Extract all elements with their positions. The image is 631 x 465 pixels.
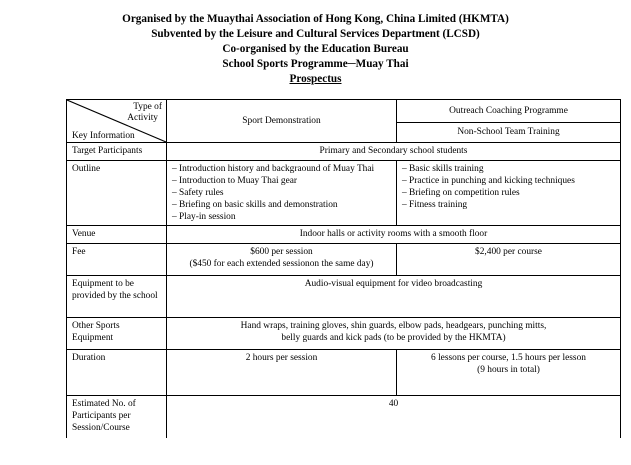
fee-label: Fee [67, 244, 167, 276]
outline-demo-cell [167, 161, 397, 226]
other-equipment-cell [167, 318, 621, 350]
key-information-label: Key Information [72, 131, 135, 141]
list-item: – Briefing on basic skills and demonstration [172, 199, 391, 211]
target-participants-value: Primary and Secondary school students [167, 143, 621, 161]
list-item: – Introduction to Muay Thai gear [172, 175, 391, 187]
duration-demo-value: 2 hours per session [167, 350, 397, 396]
participants-value: 40 [167, 396, 621, 438]
fee-demo-cell [167, 244, 397, 276]
prospectus-heading: Prospectus [289, 73, 342, 85]
organiser-line: Organised by the Muaythai Association of Hong Kong, China Limited (HKMTA) [122, 13, 509, 25]
table-corner-cell [67, 100, 167, 143]
co-organiser-line: Co-organised by the Education Bureau [222, 43, 409, 55]
equipment-school-label: Equipment to be provided by the school [67, 276, 167, 318]
participants-label: Estimated No. of Participants per Session/Course [67, 396, 167, 438]
non-school-training-header: Non-School Team Training [397, 122, 621, 142]
prospectus-table [66, 99, 621, 438]
equipment-school-value: Audio-visual equipment for video broadcasting [167, 276, 621, 318]
list-item: – Introduction history and backgraound of Muay Thai [172, 163, 391, 175]
duration-label: Duration [67, 350, 167, 396]
sport-demonstration-header: Sport Demonstration [167, 100, 397, 143]
venue-value: Indoor halls or activity rooms with a smooth floor [167, 226, 621, 244]
activity-label: Activity [127, 113, 158, 123]
duration-outreach-line1: 6 lessons per course, 1.5 hours per lesson [431, 353, 586, 363]
list-item: – Briefing on competition rules [402, 187, 615, 199]
fee-demo-extended: ($450 for each extended sessionon the same day) [189, 259, 374, 269]
list-item: – Practice in punching and kicking techniques [402, 175, 615, 187]
subvention-line: Subvented by the Leisure and Cultural Services Department (LCSD) [151, 28, 480, 40]
outline-outreach-list [402, 163, 615, 211]
target-participants-label: Target Participants [67, 143, 167, 161]
duration-outreach-line2: (9 hours in total) [477, 365, 540, 375]
document-header [0, 12, 631, 87]
list-item: – Fitness training [402, 199, 615, 211]
outline-outreach-cell [397, 161, 621, 226]
other-equipment-line2: belly guards and kick pads (to be provided by the HKMTA) [281, 333, 506, 343]
fee-demo-price: $600 per session [250, 247, 313, 257]
venue-label: Venue [67, 226, 167, 244]
type-label: Type of [133, 102, 162, 112]
list-item: – Safety rules [172, 187, 391, 199]
list-item: – Basic skills training [402, 163, 615, 175]
list-item: – Play-in session [172, 211, 391, 223]
duration-outreach-cell [397, 350, 621, 396]
fee-outreach-value: $2,400 per course [397, 244, 621, 276]
outline-demo-list [172, 163, 391, 223]
programme-title: School Sports Programme─Muay Thai [222, 58, 409, 70]
outline-label: Outline [67, 161, 167, 226]
other-equipment-label: Other Sports Equipment [67, 318, 167, 350]
other-equipment-line1: Hand wraps, training gloves, shin guards, elbow pads, headgears, punching mitts, [240, 321, 547, 331]
outreach-coaching-header: Outreach Coaching Programme [397, 100, 621, 123]
